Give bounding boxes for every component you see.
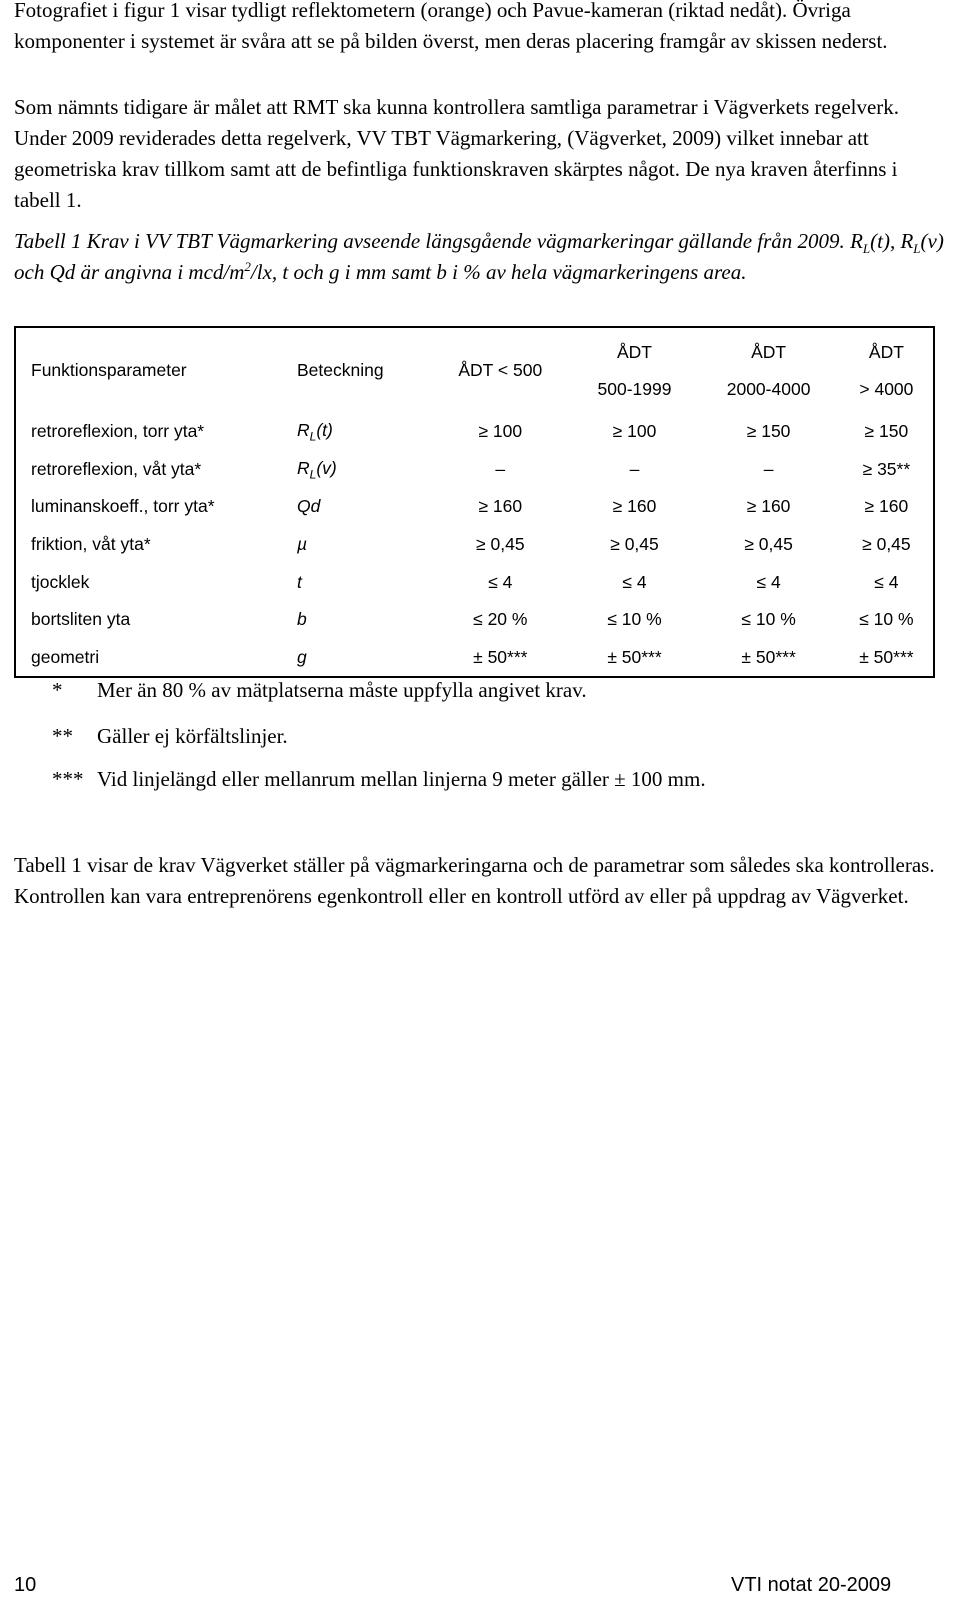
intro-paragraph-1-text: Fotografiet i figur 1 visar tydligt reflektometern (orange) och Pavue-kameran (riktad nedåt). Övriga komponenter i systemet är svåra att se på bilden överst, men deras placering framgår av skissen nederst. (14, 0, 888, 53)
symbol-main: t (297, 571, 302, 592)
table-header-row (15, 327, 934, 413)
symbol-sub: L (309, 467, 317, 482)
symbol-main: µ (297, 534, 308, 555)
footnote-text: Vid linjelängd eller mellanrum mellan linjerna 9 meter gäller ± 100 mm. (97, 767, 706, 791)
symbol-main: R (297, 457, 310, 478)
footnote (52, 768, 706, 791)
intro-paragraph-2-text: Som nämnts tidigare är målet att RMT ska kunna kontrollera samtliga parametrar i Vägverkets regelverk. Under 2009 reviderades detta regelverk, VV TBT Vägmarkering, (Vägverket, 2009) vilket innebar att geometriska krav tillkom samt att de befintliga funktionskraven skärptes något. De nya kraven återfinns i tabell 1. (14, 95, 900, 212)
footnote-text: Gäller ej körfältslinjer. (97, 724, 288, 748)
value-cell: ≥ 35** (862, 458, 911, 479)
value-cell: ≤ 4 (488, 571, 513, 592)
header-adt-gt-4000 (840, 327, 934, 413)
header-range: 500-1999 (597, 378, 672, 399)
value-cell: ≥ 0,45 (862, 534, 911, 555)
value-cell: ≥ 150 (864, 421, 909, 442)
header-range: > 4000 (859, 378, 914, 399)
caption-text-3: (v) och (14, 229, 944, 284)
symbol-cell (282, 526, 429, 564)
value-cell: ≥ 100 (478, 421, 523, 442)
caption-text-4: är angivna i mcd/m (75, 260, 245, 284)
value-cell: ≥ 0,45 (744, 534, 793, 555)
table-caption (14, 226, 944, 288)
caption-sub-l: L (862, 241, 871, 257)
value-cell: ≤ 10 % (741, 609, 796, 630)
param-cell: tjocklek (31, 571, 90, 592)
footnote-mark: ** (52, 724, 73, 748)
value-cell: ≥ 160 (478, 496, 523, 517)
table-row (15, 413, 934, 451)
outro-paragraph (14, 850, 939, 912)
value-cell: ≤ 4 (622, 571, 647, 592)
caption-sup: 2 (244, 259, 251, 274)
param-cell: geometri (31, 646, 100, 667)
symbol-cell (282, 639, 429, 678)
value-cell: – (763, 458, 774, 479)
page-number: 10 (14, 1574, 37, 1596)
param-cell: friktion, våt yta* (31, 534, 151, 555)
value-cell: ± 50*** (473, 646, 528, 667)
param-cell: bortsliten yta (31, 609, 131, 630)
symbol-rest: (t) (316, 420, 333, 441)
value-cell: ≤ 10 % (607, 609, 662, 630)
param-cell: retroreflexion, torr yta* (31, 421, 205, 442)
value-cell: ± 50*** (741, 646, 796, 667)
caption-text-5: /lx, t och g i mm samt b i % av hela vägmarkeringens area. (250, 260, 747, 284)
header-param: Funktionsparameter (31, 360, 187, 380)
caption-symbol-qd: Qd (49, 260, 76, 284)
outro-paragraph-text: Tabell 1 visar de krav Vägverket ställer på vägmarkeringarna och de parametrar som således ska kontrolleras. Kontrollen kan vara entreprenörens egenkontroll eller en kontroll utförd av eller på uppdrag av Vägverket. (14, 853, 935, 908)
header-range: 2000-4000 (726, 378, 811, 399)
symbol-sub: L (309, 429, 317, 444)
value-cell: ≥ 160 (746, 496, 791, 517)
caption-sub-l-2: L (913, 241, 921, 257)
symbol-rest: (v) (316, 457, 337, 478)
footnote-text: Mer än 80 % av mätplatserna måste uppfylla angivet krav. (97, 678, 587, 702)
table-row (15, 451, 934, 489)
header-adt-500-1999 (572, 327, 698, 413)
table-row (15, 601, 934, 639)
value-cell: – (629, 458, 640, 479)
table-row (15, 563, 934, 601)
symbol-main: g (297, 646, 307, 667)
requirements-table (14, 326, 935, 678)
footnote-mark: *** (52, 767, 84, 791)
symbol-cell (282, 451, 429, 489)
symbol-cell (282, 601, 429, 639)
caption-text-2: (t), (870, 229, 901, 253)
header-adt-label: ÅDT (751, 341, 787, 362)
intro-paragraph-2 (14, 92, 939, 216)
value-cell: ≥ 0,45 (476, 534, 525, 555)
value-cell: – (495, 458, 506, 479)
value-cell: ≤ 4 (874, 571, 899, 592)
caption-symbol-r: R (850, 229, 863, 253)
table-row (15, 526, 934, 564)
symbol-main: R (297, 420, 310, 441)
footnote (52, 725, 288, 748)
value-cell: ≥ 100 (612, 421, 657, 442)
value-cell: ≤ 20 % (473, 609, 528, 630)
symbol-main: b (297, 609, 307, 630)
symbol-cell (282, 563, 429, 601)
intro-paragraph-1 (14, 0, 939, 57)
value-cell: ≥ 0,45 (610, 534, 659, 555)
header-symbol: Beteckning (297, 360, 384, 380)
footnote (52, 679, 587, 702)
param-cell: retroreflexion, våt yta* (31, 458, 202, 479)
table-row (15, 488, 934, 526)
param-cell: luminanskoeff., torr yta* (31, 496, 215, 517)
header-adt-label: ÅDT (617, 341, 652, 362)
value-cell: ≥ 150 (746, 421, 791, 442)
value-cell: ≥ 160 (864, 496, 909, 517)
symbol-cell (282, 413, 429, 451)
value-cell: ≤ 4 (756, 571, 781, 592)
header-adt-lt-500: ÅDT < 500 (458, 360, 543, 380)
caption-text: Tabell 1 Krav i VV TBT Vägmarkering avseende längsgående vägmarkeringar gällande från 2009. (14, 229, 851, 253)
report-id: VTI notat 20-2009 (731, 1574, 892, 1596)
symbol-main: Qd (297, 496, 321, 517)
caption-symbol-r-2: R (900, 229, 914, 253)
table-row (15, 639, 934, 678)
value-cell: ± 50*** (859, 646, 914, 667)
header-adt-2000-4000 (697, 327, 839, 413)
footnote-mark: * (52, 678, 63, 702)
header-adt-label: ÅDT (868, 341, 904, 362)
symbol-cell (282, 488, 429, 526)
value-cell: ≤ 10 % (859, 609, 914, 630)
value-cell: ≥ 160 (612, 496, 657, 517)
value-cell: ± 50*** (607, 646, 662, 667)
